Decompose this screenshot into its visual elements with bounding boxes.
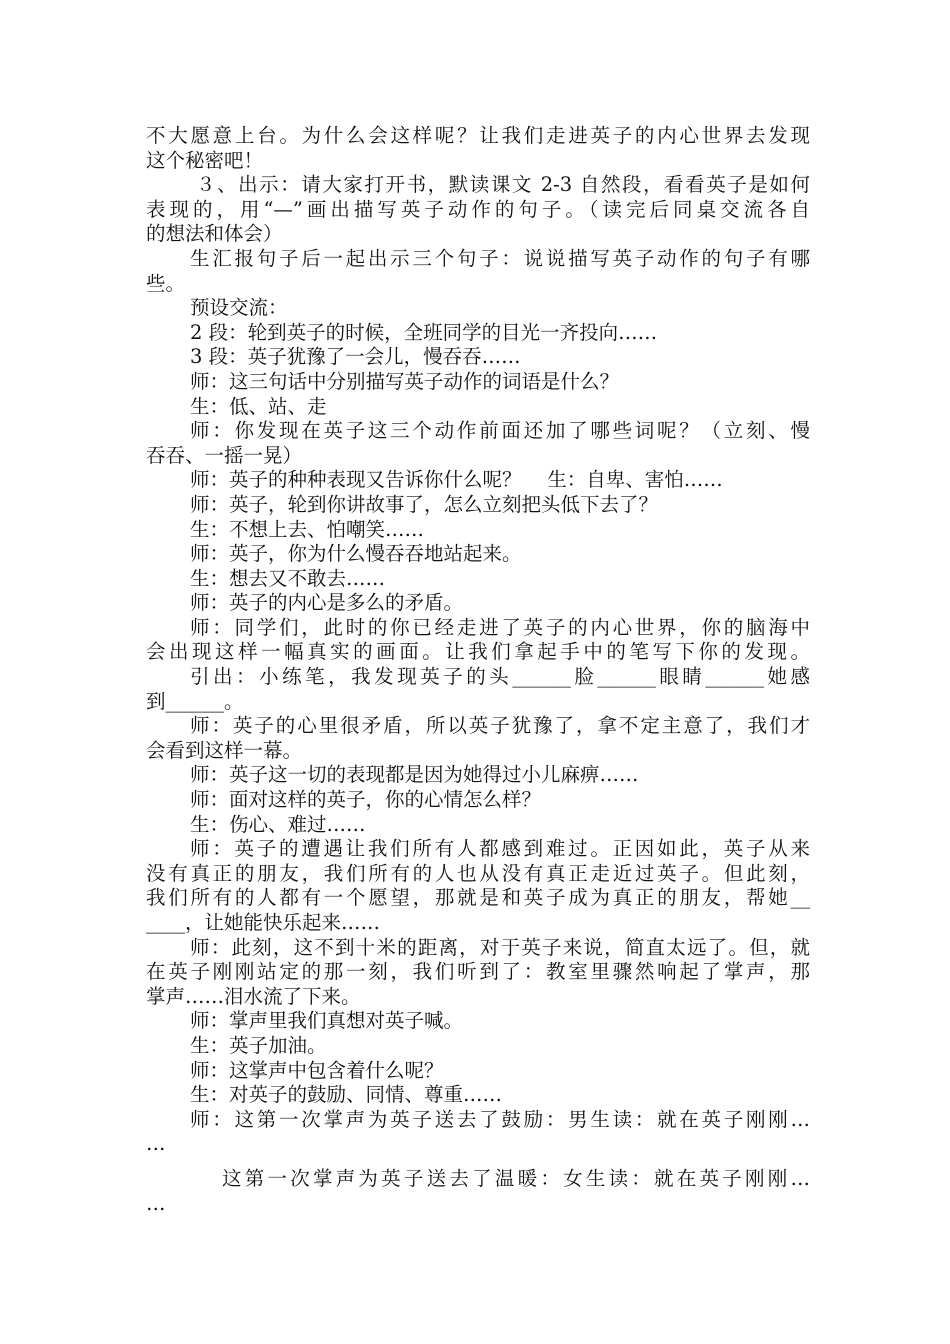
text-line: 我们所有的人都有一个愿望，那就是和英子成为真正的朋友，帮她__ xyxy=(146,886,810,910)
text-line: 师：英子，你为什么慢吞吞地站起来。 xyxy=(190,542,522,566)
text-line: 3 段：英子犹豫了一会儿，慢吞吞…… xyxy=(190,345,521,369)
text-line: 师：英子的心里很矛盾，所以英子犹豫了，拿不定主意了，我们才 xyxy=(190,714,810,738)
text-line: ____，让她能快乐起来…… xyxy=(146,911,381,934)
text-line: 生：低、站、走 xyxy=(190,394,327,418)
text-line: 这个秘密吧！ xyxy=(146,148,264,172)
text-line: 师：掌声里我们真想对英子喊。 xyxy=(190,1009,464,1033)
text-line: 在英子刚刚站定的那一刻，我们听到了：教室里骤然响起了掌声，那 xyxy=(146,960,810,984)
text-line: 生：想去又不敢去…… xyxy=(190,566,386,590)
text-line: 师：面对这样的英子，你的心情怎么样？ xyxy=(190,788,542,812)
text-line: 2 段：轮到英子的时候，全班同学的目光一齐投向…… xyxy=(190,320,658,344)
text-line: 不大愿意上台。为什么会这样呢？让我们走进英子的内心世界去发现 xyxy=(146,124,810,147)
text-line: … xyxy=(146,1132,166,1156)
text-line: 师：此刻，这不到十米的距离，对于英子来说，简直太远了。但，就 xyxy=(190,935,810,959)
paragraph-gap xyxy=(146,1157,810,1167)
text-line: 生：对英子的鼓励、同情、尊重…… xyxy=(190,1083,503,1107)
text-line: 生汇报句子后一起出示三个句子：说说描写英子动作的句子有哪 xyxy=(190,246,810,270)
text-line: 师：英子这一切的表现都是因为她得过小儿麻痹…… xyxy=(190,763,639,787)
text-line: 师：这第一次掌声为英子送去了鼓励：男生读：就在英子刚刚… xyxy=(190,1107,810,1131)
text-line: 师：这掌声中包含着什么呢？ xyxy=(190,1058,444,1082)
text-line: … xyxy=(146,1191,166,1215)
text-line: 到______。 xyxy=(146,689,244,713)
text-line: 预设交流： xyxy=(190,296,288,320)
text-line: 师：英子，轮到你讲故事了，怎么立刻把头低下去了？ xyxy=(190,492,659,516)
text-line: 的想法和体会） xyxy=(146,222,283,246)
text-line: 掌声……泪水流了下来。 xyxy=(146,984,361,1008)
text-line: 生：伤心、难过…… xyxy=(190,812,366,836)
text-line: 生：不想上去、怕嘲笑…… xyxy=(190,517,425,541)
text-line: 没有真正的朋友，我们所有的人也从没有真正走近过英子。但此刻， xyxy=(146,861,810,885)
text-line: 师：同学们，此时的你已经走进了英子的内心世界，你的脑海中 xyxy=(190,615,810,639)
text-line: 师：英子的种种表现又告诉你什么呢？ 生：自卑、害怕…… xyxy=(190,468,723,492)
text-line: 生：英子加油。 xyxy=(190,1033,327,1057)
text-line: 会出现这样一幅真实的画面。让我们拿起手中的笔写下你的发现。 xyxy=(146,640,810,664)
text-line: 表现的，用“—”画出描写英子动作的句子。（读完后同桌交流各自 xyxy=(146,197,810,221)
document-page xyxy=(146,124,810,1216)
text-line: 些。 xyxy=(146,271,186,295)
text-line: 这第一次掌声为英子送去了温暖：女生读：就在英子刚刚… xyxy=(222,1166,810,1190)
text-line: 师：你发现在英子这三个动作前面还加了哪些词呢？（立刻、慢 xyxy=(190,419,810,443)
text-line: 引出：小练笔，我发现英子的头______脸______眼睛______她感 xyxy=(190,665,810,689)
text-line: 师：这三句话中分别描写英子动作的词语是什么？ xyxy=(190,369,620,393)
text-line: ３、出示：请大家打开书，默读课文 2-3 自然段，看看英子是如何 xyxy=(196,173,810,197)
text-line: 吞吞、一摇一晃） xyxy=(146,443,303,467)
text-line: 师：英子的遭遇让我们所有人都感到难过。正因如此，英子从来 xyxy=(190,837,810,861)
text-line: 会看到这样一幕。 xyxy=(146,738,303,762)
text-line: 师：英子的内心是多么的矛盾。 xyxy=(190,591,464,615)
